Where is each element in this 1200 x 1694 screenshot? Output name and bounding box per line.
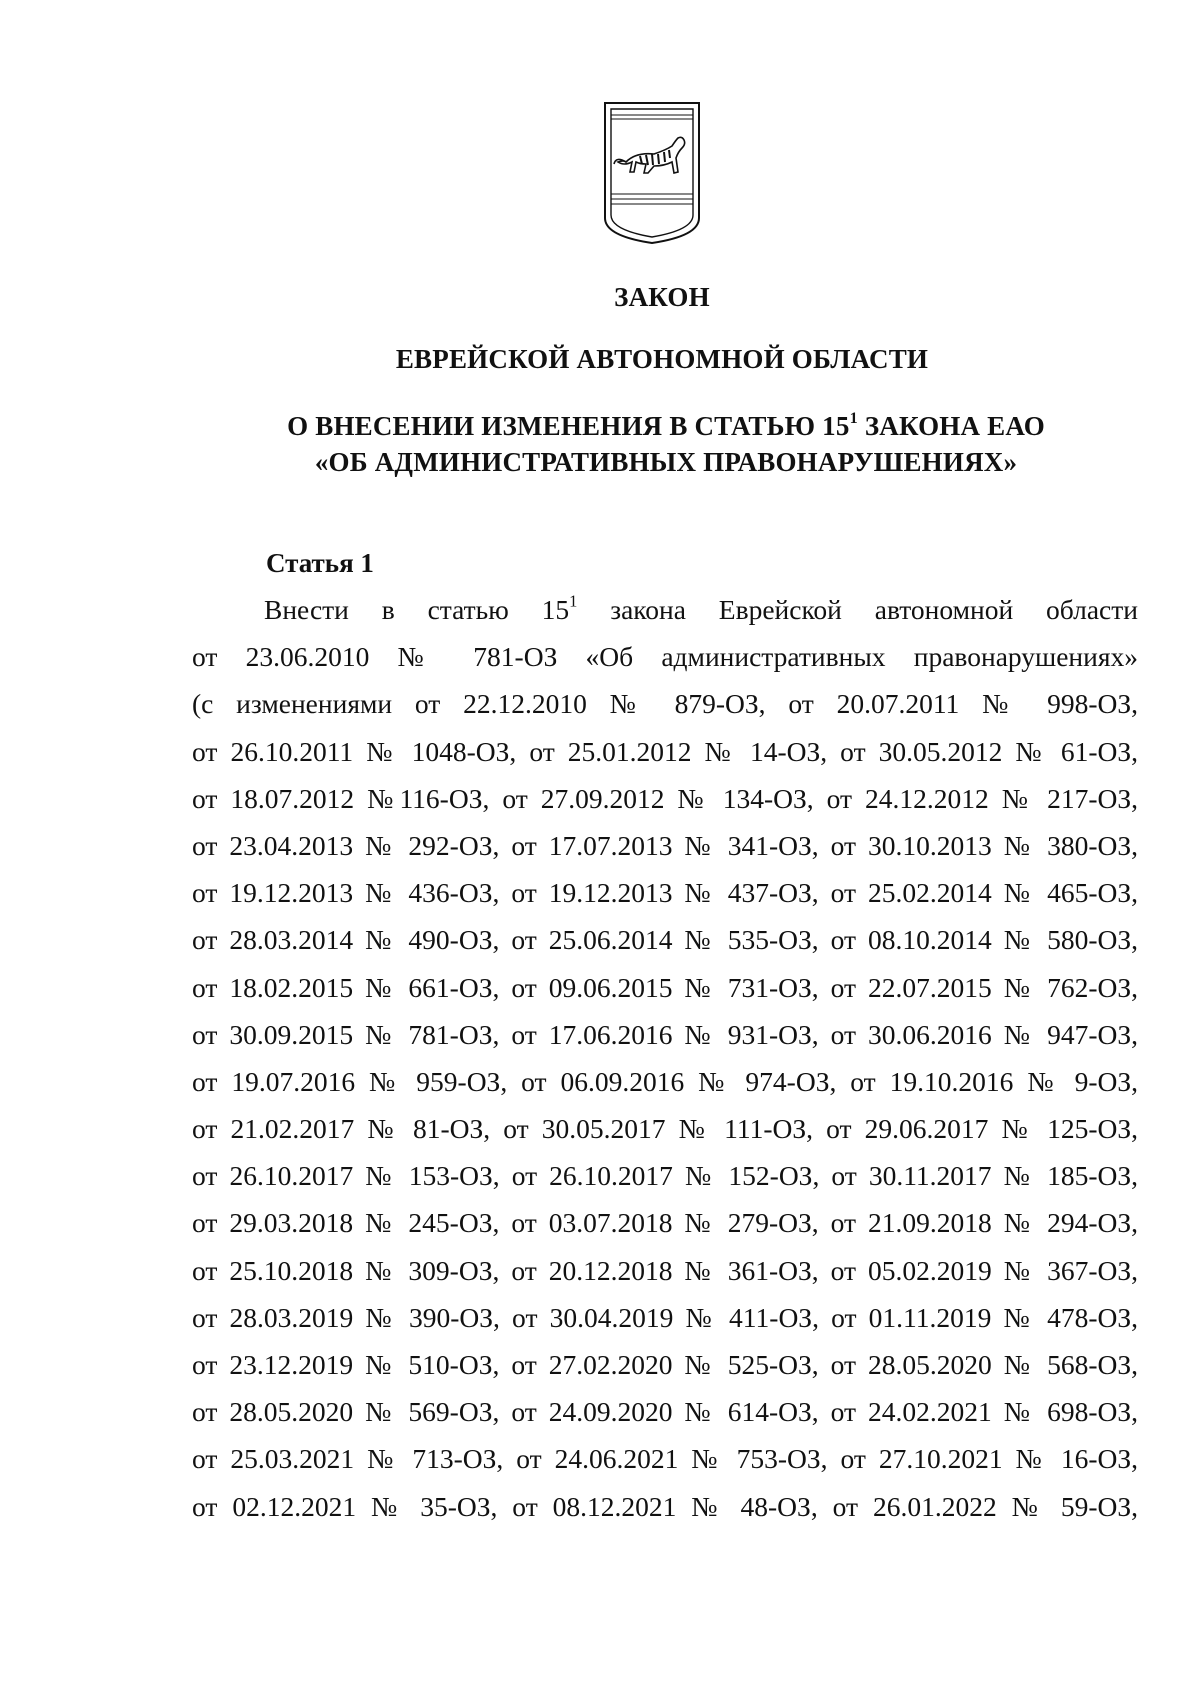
article-heading: Статья 1 xyxy=(266,548,374,578)
article-body-line: от 19.12.2013 № 436-ОЗ, от 19.12.2013 № 437-ОЗ, от 25.02.2014 № 465-ОЗ, xyxy=(192,877,1138,909)
article-body-line: от 02.12.2021 № 35-ОЗ, от 08.12.2021 № 48-ОЗ, от 26.01.2022 № 59-ОЗ, xyxy=(192,1490,1138,1522)
article-first-line-superscript: 1 xyxy=(569,591,578,611)
article-body-line: от 25.10.2018 № 309-ОЗ, от 20.12.2018 № 361-ОЗ, от 05.02.2019 № 367-ОЗ, xyxy=(192,1254,1138,1286)
article-body-line: от 21.02.2017 № 81-ОЗ, от 30.05.2017 № 111-ОЗ, от 29.06.2017 № 125-ОЗ, xyxy=(192,1113,1138,1145)
subject-title-post: ЗАКОНА ЕАО xyxy=(857,411,1045,441)
subject-title-line-1 xyxy=(66,408,1200,442)
article-body-line: от 23.12.2019 № 510-ОЗ, от 27.02.2020 № 525-ОЗ, от 28.05.2020 № 568-ОЗ, xyxy=(192,1349,1138,1380)
article-first-line-post: закона Еврейской автономной области xyxy=(577,594,1138,625)
article-first-line-pre: Внести в статью 15 xyxy=(264,594,570,625)
article-body-line: от 29.03.2018 № 245-ОЗ, от 03.07.2018 № 279-ОЗ, от 21.09.2018 № 294-ОЗ, xyxy=(192,1207,1138,1239)
document-type-title: ЗАКОН xyxy=(614,282,710,312)
article-body-line: от 23.04.2013 № 292-ОЗ, от 17.07.2013 № 341-ОЗ, от 30.10.2013 № 380-ОЗ, xyxy=(192,829,1138,861)
coat-of-arms-tiger-icon xyxy=(602,100,702,246)
subject-title-line-2: «ОБ АДМИНИСТРАТИВНЫХ ПРАВОНАРУШЕНИЯХ» xyxy=(314,447,1018,477)
article-body-line: от 25.03.2021 № 713-ОЗ, от 24.06.2021 № 753-ОЗ, от 27.10.2021 № 16-ОЗ, xyxy=(192,1443,1138,1475)
subject-title-superscript: 1 xyxy=(849,408,858,427)
article-body-line: от 18.02.2015 № 661-ОЗ, от 09.06.2015 № 731-ОЗ, от 22.07.2015 № 762-ОЗ, xyxy=(192,971,1138,1003)
article-body xyxy=(192,586,1138,1530)
article-body-line: от 23.06.2010 № 781-ОЗ «Об административных правонарушениях» xyxy=(192,641,1138,673)
article-body-line-first xyxy=(192,586,1138,633)
article-body-line: от 26.10.2017 № 153-ОЗ, от 26.10.2017 № 152-ОЗ, от 30.11.2017 № 185-ОЗ, xyxy=(192,1160,1138,1192)
article-body-line: от 28.05.2020 № 569-ОЗ, от 24.09.2020 № 614-ОЗ, от 24.02.2021 № 698-ОЗ, xyxy=(192,1396,1138,1428)
region-title: ЕВРЕЙСКОЙ АВТОНОМНОЙ ОБЛАСТИ xyxy=(395,344,929,374)
article-body-line: от 26.10.2011 № 1048-ОЗ, от 25.01.2012 № 14-ОЗ, от 30.05.2012 № 61-ОЗ, xyxy=(192,735,1138,767)
article-body-line: от 18.07.2012 №116-ОЗ, от 27.09.2012 № 134-ОЗ, от 24.12.2012 № 217-ОЗ, xyxy=(192,782,1138,814)
article-body-line: от 28.03.2014 № 490-ОЗ, от 25.06.2014 № 535-ОЗ, от 08.10.2014 № 580-ОЗ, xyxy=(192,924,1138,956)
subject-title-pre: О ВНЕСЕНИИ ИЗМЕНЕНИЯ В СТАТЬЮ 15 xyxy=(287,411,850,441)
article-body-line: от 28.03.2019 № 390-ОЗ, от 30.04.2019 № 411-ОЗ, от 01.11.2019 № 478-ОЗ, xyxy=(192,1301,1138,1333)
article-body-line: от 19.07.2016 № 959-ОЗ, от 06.09.2016 № 974-ОЗ, от 19.10.2016 № 9-ОЗ, xyxy=(192,1065,1138,1097)
article-body-line: (с изменениями от 22.12.2010 № 879-ОЗ, от 20.07.2011 № 998-ОЗ, xyxy=(192,688,1138,720)
article-body-line: от 30.09.2015 № 781-ОЗ, от 17.06.2016 № 931-ОЗ, от 30.06.2016 № 947-ОЗ, xyxy=(192,1018,1138,1050)
